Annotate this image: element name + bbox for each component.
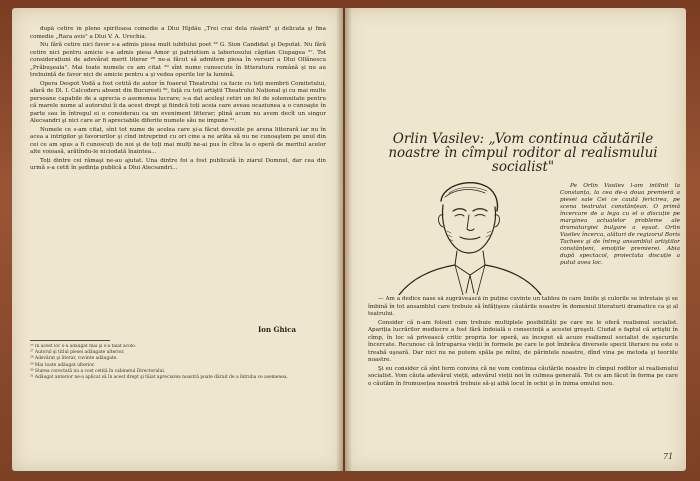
- right-paragraph: — Am a dedice nase să zugrăvească în puține cuvinte un tablou în care liniile şi culorile se întretaie şi se îmbină în tot ansamblul care trebuie să înfățişeze căutările noastre în domeniul literaturii dramatice ca şi al teatrului.: [368, 296, 678, 317]
- article-title: Orlin Vasilev: „Vom continua căutările noastre în cîmpul roditor al realismului socialist": [388, 131, 658, 175]
- left-paragraph: Nu fără cetire nici favor s-a admis piesa mult iubitului poet ²⁶ G. Sion Candidat şi Deputat. Nu fără cetire nici pentru amicie s-a admis piesa Amor şi patriotism a laboriosului căpitan Ciupagea ²⁷. Tot considerațiuni de adevărat merit literar ²⁸ ne-a făcut să admitem piesa în versuri a Dlui Ollănescu „Prăbuşeala". Mai toate numele ce am citat ²⁹ sînt nume cunoscute în litteratura română şi nu au trebuință de favor nici de amicie pentru a şi vedea operile lor la lumină.: [30, 42, 326, 78]
- footnote: ²⁷ Autorul şi titlul piesei adăugate ulterior.: [30, 350, 125, 356]
- author-signature: Ion Ghica: [258, 325, 296, 334]
- footnotes: [30, 344, 326, 462]
- lead-paragraph: Pe Orlin Vasilev l-am întîlnit la Constanța, la cea de-a doua premieră a piesei sale Cei ce caută fericirea, pe scena teatrului constănțean. O primă încercare de a lega cu el o discuție pe marginea actualelor probleme ale dramaturgiei bulgare a eşuat. Orlin Vasilev încerca, alături de regizorul Boris Tacheev şi de întreg ansamblul artiştilor constănțeni, emoțiile premierei. Abia după spectacol, proiectata discuție a putut avea loc.: [560, 183, 680, 266]
- footnote: ²⁶ În acest loc s-a adăugat mai şi s-a tăiat acolo.: [30, 344, 137, 349]
- portrait-illustration: [371, 171, 556, 295]
- left-paragraph: Toți dintre cei rămaşi ne-au ajutat. Una dintre foi a fost publicată în ziarul Domnul, dar cea din urmă s-a cetit în şedința publică a Dlui Alecsandri...: [30, 157, 326, 171]
- book-gutter: [336, 8, 352, 471]
- right-paragraph: Şi eu consider că sînt ferm convins că ne vom continua căutările noastre în cîmpul roditor al realismului socialist. Vom căuta adevărul vieții, adevărul vieții noi în culmea generală. Tot ce am făcut în forma pe care o căutăm în frumusețea noastră trebuie să-şi aibă locul în ochii şi în inima omului nou.: [368, 365, 678, 387]
- left-paragraph: după cetire în pleno spiritoasa comedie a Dlui Hijdău „Trei crai dela răsărit" şi delicata şi fina comedie „Rara avis" a Dlui V. A. Urechia.: [30, 26, 326, 40]
- footnote: ³¹ Adăugat anterior ne-a aplicat să în acest drept şi tăiat apreciarea noastră poate dăruit de a întruba ce asemenea.: [30, 374, 288, 380]
- footnote: ³⁰ Starea corectată nu a cost cetită în cabinetul Directorului.: [30, 368, 166, 374]
- right-paragraph: Consider că n-am folosit cum trebuie multiplele posibilități pe care ne le oferă realismul socialist. Apariția lucrărilor mediocre a fost fără îndoială o consecință a acestei greşeli. Ciudat e faptul că artiştii în cîmp, în loc să privească critic propria lor operă, au început să acuze realismul socialist de eşecurile încercate. Recunosc că întruparea vieții în formele pe care le pot îmbrăca diversele specii literare nu este o treabă uşoară. Dar nici nu ne putem spăla pe mîini, de părintele noastre, dînd vina pe metoda şi teoriile noastre.: [368, 319, 678, 363]
- page-number: 71: [663, 452, 674, 461]
- left-page-body: [30, 26, 326, 324]
- footnote: ²⁹ Mai toate adăugat ulterior.: [30, 362, 95, 368]
- footnote-rule: [30, 340, 110, 341]
- footnote: ²⁸ Adevărat şi literar, cuvinte adăugate.: [30, 356, 118, 362]
- left-paragraph: Numele ce s-am citat, sînt tot nume de acelea care şi-a făcut dovezile pe arena litterară iar nu în acea a intrigilor şi favorurilor şi cînd intreprind cu ori cine a ne arăta să nu ne cunoaştem pe unul din cei ce am spus a fi cunoscuți de noi şi de toți mai mulți ne-ai pus în cîtva la o operă de meritul acelor alte voioasă, arătîndu-le niciodată înaintea...: [30, 126, 326, 155]
- article-lead: [560, 183, 680, 295]
- right-page-body: [368, 296, 678, 426]
- left-paragraph: Opera Despot Vodă a fost cetită de autor în foaerul Theatrului ca facie cu toți membrii Comitetului, afară de Dl. I. Calcoderu absent din Bucuresti ³⁰, față cu toți artiştii Theatrului Național şi cu mai multe persoane capabile de a aprecia o asemenea lucrare; s-a dat aceleşi cetiri un fel de solemnitate pentru că marele nume al autorului îi da acest drept şi fiindcă toți aceia care aveau ocaziunea a o cunoaşte în parte sau în întregul ei o considerau ca un eveniment litterar; plină acum nu avem decît un singur Alecsandri şi nici care ar fi apreciabile diferite numele său ne impune ³¹.: [30, 80, 326, 124]
